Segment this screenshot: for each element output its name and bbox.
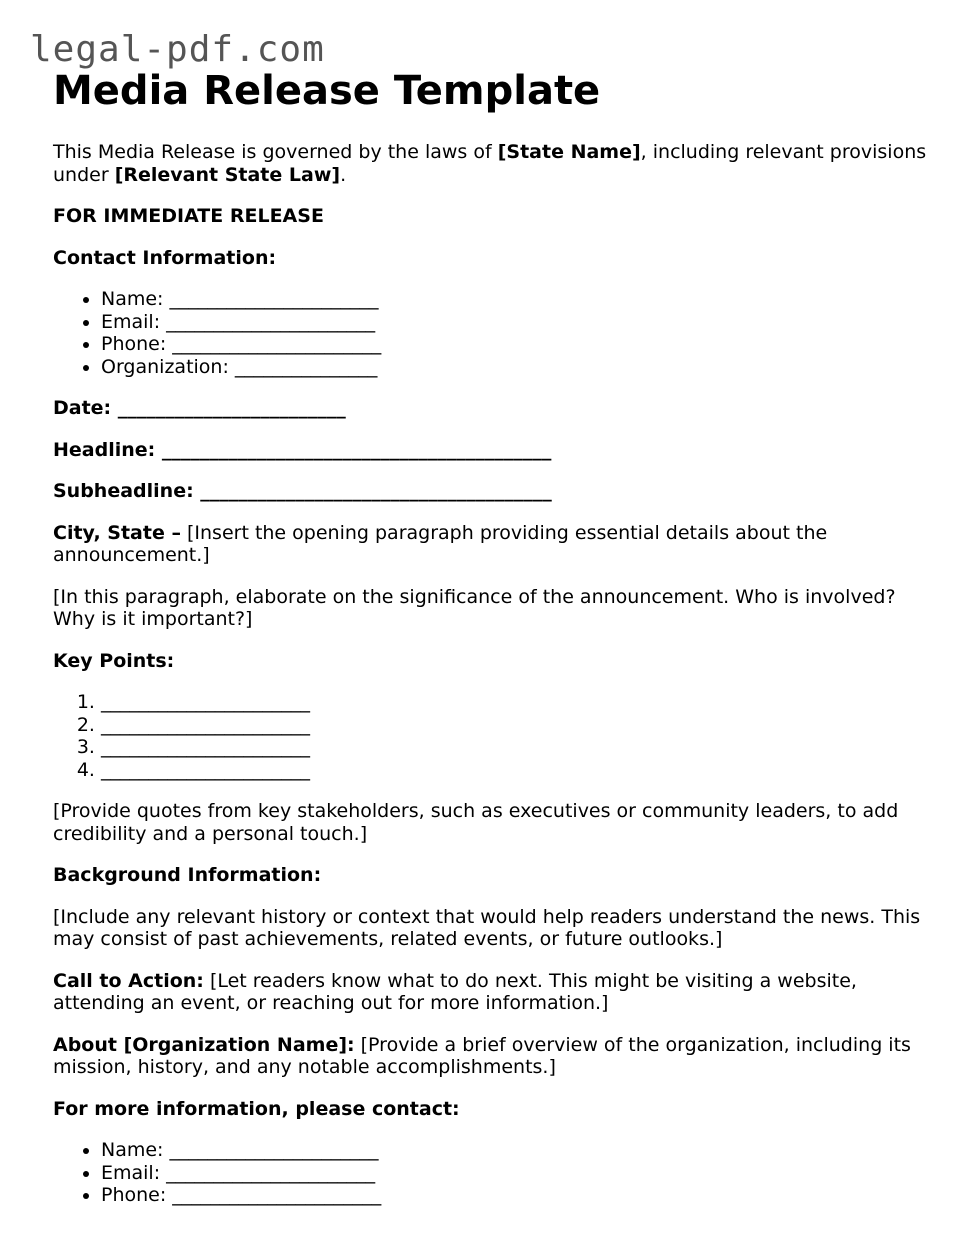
intro-text-3: . bbox=[340, 163, 347, 186]
headline-line-text: Headline: _________________________________________ bbox=[53, 438, 552, 461]
intro-text-2: , including relevant provisions under bbox=[53, 141, 927, 186]
watermark: legal-pdf.com bbox=[30, 29, 325, 70]
city-paragraph bbox=[53, 522, 933, 567]
about-text: [Provide a brief overview of the organization, including its mission, history, and any notable accomplishments.] bbox=[53, 1033, 911, 1078]
background-paragraph: [Include any relevant history or context that would help readers understand the news. This may consist of past achievements, related events, or future outlooks.] bbox=[53, 905, 921, 950]
intro-paragraph bbox=[53, 141, 933, 186]
list-item: 1. ______________________ bbox=[101, 691, 933, 714]
immediate-release bbox=[53, 205, 933, 228]
list-item: 2. ______________________ bbox=[101, 714, 933, 737]
immediate-release-text: FOR IMMEDIATE RELEASE bbox=[53, 205, 324, 227]
significance-paragraph: [In this paragraph, elaborate on the significance of the announcement. Who is involved? Why is it important?] bbox=[53, 585, 896, 630]
cta-label: Call to Action: bbox=[53, 969, 204, 992]
document-title: Media Release Template bbox=[53, 68, 601, 114]
date-line-text: Date: ________________________ bbox=[53, 397, 346, 419]
list-item: • Name: ______________________ bbox=[101, 1139, 933, 1162]
about-paragraph bbox=[53, 1034, 933, 1079]
list-item: • Phone: ______________________ bbox=[101, 333, 933, 356]
intro-law: [Relevant State Law] bbox=[114, 163, 341, 186]
contact-heading-text: Contact Information: bbox=[53, 246, 277, 269]
list-item: • Organization: _______________ bbox=[101, 356, 933, 379]
document bbox=[53, 66, 933, 1207]
list-item: • Email: ______________________ bbox=[101, 1162, 933, 1185]
background-heading bbox=[53, 864, 933, 887]
subheadline-line bbox=[53, 480, 933, 503]
list-item: 4. ______________________ bbox=[101, 759, 933, 782]
about-label: About [Organization Name]: bbox=[53, 1033, 355, 1056]
subheadline-line-text: Subheadline: _____________________________________ bbox=[53, 480, 552, 502]
date-line bbox=[53, 397, 933, 420]
contact-heading bbox=[53, 247, 933, 270]
contact-list bbox=[53, 288, 933, 378]
cta-paragraph bbox=[53, 970, 933, 1015]
key-points-heading-text: Key Points: bbox=[53, 649, 175, 672]
more-info-heading-text: For more information, please contact: bbox=[53, 1097, 460, 1120]
list-item: 3. ______________________ bbox=[101, 736, 933, 759]
cta-text: [Let readers know what to do next. This might be visiting a website, attending an event, or reaching out for more information.] bbox=[53, 969, 857, 1014]
headline-line bbox=[53, 439, 933, 462]
background-heading-text: Background Information: bbox=[53, 864, 322, 886]
more-info-heading bbox=[53, 1098, 933, 1121]
intro-state: [State Name] bbox=[497, 141, 641, 163]
intro-text-1: This Media Release is governed by the laws of bbox=[53, 141, 498, 163]
more-info-list bbox=[53, 1139, 933, 1207]
key-points-heading bbox=[53, 650, 933, 673]
city-text: [Insert the opening paragraph providing essential details about the announcement.] bbox=[53, 521, 828, 566]
list-item: • Phone: ______________________ bbox=[101, 1184, 933, 1207]
list-item: • Email: ______________________ bbox=[101, 311, 933, 334]
quotes-paragraph: [Provide quotes from key stakeholders, such as executives or community leaders, to add credibility and a personal touch.] bbox=[53, 800, 899, 845]
key-points-list bbox=[53, 691, 933, 781]
list-item: • Name: ______________________ bbox=[101, 288, 933, 311]
city-label: City, State – bbox=[53, 521, 181, 544]
